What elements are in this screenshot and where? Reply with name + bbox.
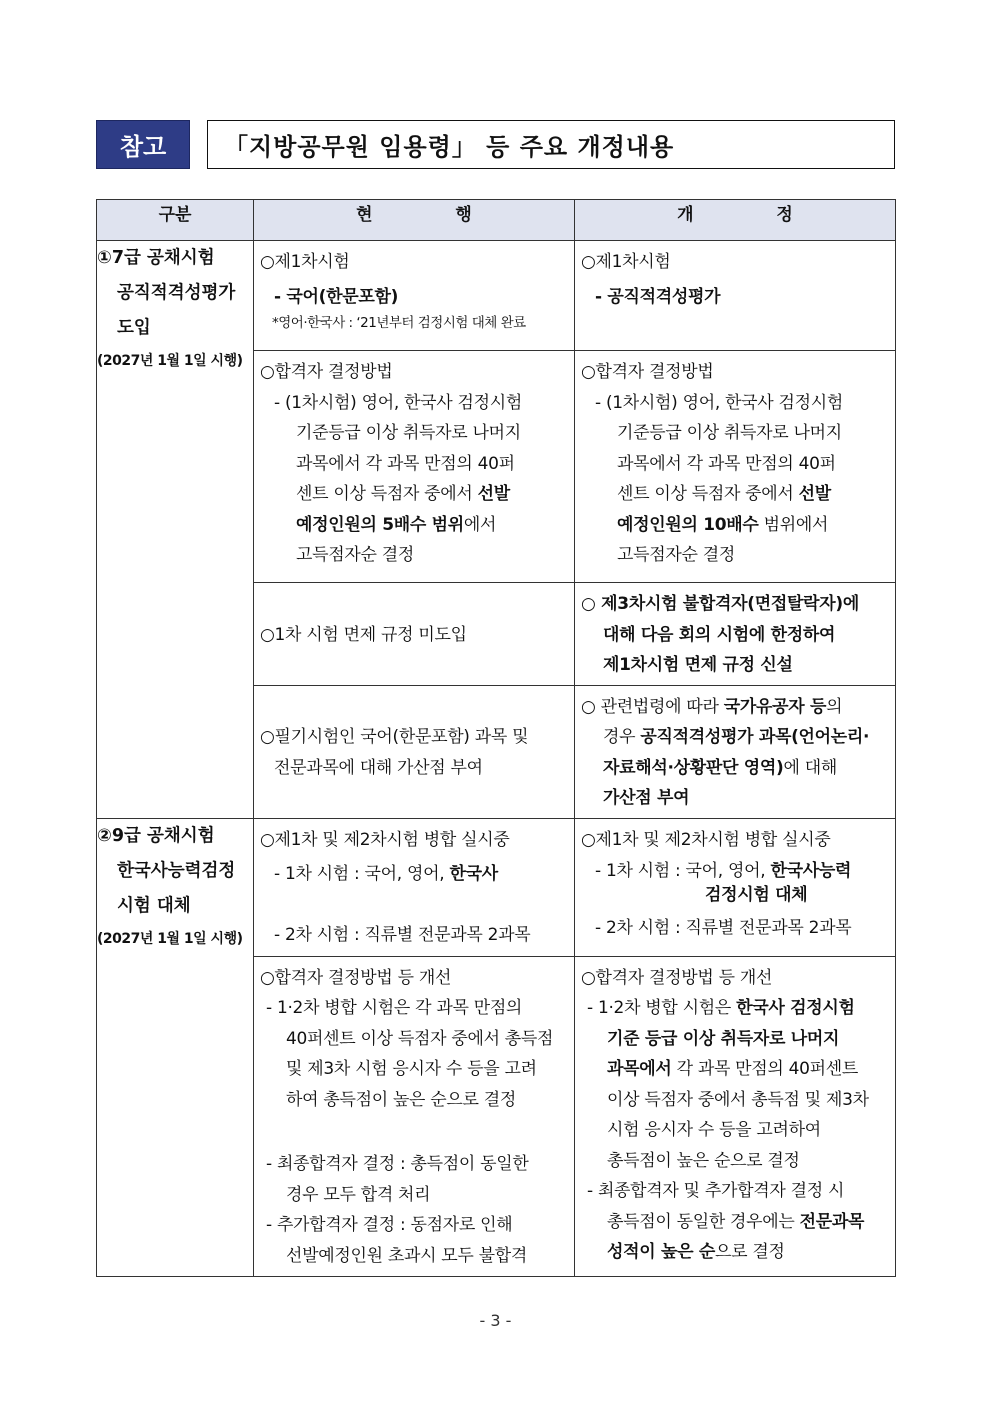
category-title: 도입 [117, 318, 151, 338]
list-item: 기준등급 이상 취득자로 나머지 [296, 423, 521, 443]
list-item: 총득점이 높은 순으로 결정 [607, 1150, 800, 1171]
list-item: 선발예정인원 초과시 모두 불합격 [286, 1245, 528, 1266]
bullet-heading: ○합격자 결정방법 [581, 362, 714, 382]
bullet-heading: ○제1차 및 제2차시험 병합 실시중 [581, 829, 831, 850]
list-item: 성적이 높은 순으로 결정 [607, 1242, 785, 1262]
current-cell [254, 583, 575, 686]
bullet-heading: ○제1차시험 [581, 252, 671, 272]
bullet-heading: ○ 제3차시험 불합격자(면접탈락자)에 [581, 594, 859, 614]
category-title: 한국사능력검정 [117, 860, 236, 881]
list-item: 고득점자순 결정 [617, 545, 735, 565]
page-title: 「지방공무원 임용령」 등 주요 개정내용 [207, 120, 895, 169]
reference-badge: 참고 [96, 120, 190, 169]
list-item: 대해 다음 회의 시험에 한정하여 [603, 624, 836, 645]
current-cell [254, 956, 575, 1276]
list-item: 이상 득점자 중에서 총득점 및 제3차 [607, 1089, 869, 1110]
category-title: 시험 대체 [117, 895, 191, 916]
list-item: - 1차 시험 : 국어, 영어, 한국사능력 [595, 861, 852, 881]
revised-cell [575, 956, 896, 1276]
list-item: 고득점자순 결정 [296, 545, 414, 565]
header-category: 구분 [97, 200, 254, 241]
list-item: 과목에서 각 과목 만점의 40퍼 [617, 453, 836, 474]
list-item: - 추가합격자 결정 : 동점자로 인해 [266, 1215, 513, 1235]
category-title: ②9급 공채시험 [97, 825, 215, 846]
list-item: 예정인원의 10배수 범위에서 [617, 514, 829, 535]
list-item: 센트 이상 득점자 중에서 선발 [617, 484, 831, 504]
table-row [97, 241, 896, 351]
bullet-heading: ○1차 시험 면제 규정 미도입 [260, 624, 467, 645]
list-item: - 최종합격자 및 추가합격자 결정 시 [587, 1181, 845, 1201]
list-item: - 최종합격자 결정 : 총득점이 동일한 [266, 1154, 529, 1174]
revised-cell [575, 351, 896, 583]
bullet-heading: ○합격자 결정방법 등 개선 [581, 967, 773, 988]
list-item: - (1차시험) 영어, 한국사 검정시험 [595, 392, 843, 413]
list-item: - (1차시험) 영어, 한국사 검정시험 [274, 392, 522, 413]
current-cell [254, 685, 575, 818]
list-item: - 공직적격성평가 [595, 286, 721, 307]
header-current: 현 행 [254, 200, 575, 241]
list-item: 검정시험 대체 [705, 885, 808, 905]
list-item: 제1차시험 면제 규정 신설 [603, 655, 793, 675]
list-item: - 1·2차 병합 시험은 각 과목 만점의 [266, 998, 523, 1018]
effective-date: (2027년 1월 1일 시행) [97, 353, 243, 369]
list-item: 예정인원의 5배수 범위에서 [296, 514, 497, 535]
bullet-heading: ○제1차 및 제2차시험 병합 실시중 [260, 829, 510, 850]
title-bar [96, 120, 895, 169]
list-item: 센트 이상 득점자 중에서 선발 [296, 484, 510, 504]
list-item: - 2차 시험 : 직류별 전문과목 2과목 [595, 918, 852, 938]
revised-cell [575, 583, 896, 686]
bullet-heading: ○ 관련법령에 따라 국가유공자 등의 [581, 696, 843, 717]
bullet-heading: ○합격자 결정방법 등 개선 [260, 967, 452, 988]
list-item: 기준등급 이상 취득자로 나머지 [617, 423, 842, 443]
footnote: *영어·한국사 : ‘21년부터 검정시험 대체 완료 [272, 315, 526, 331]
header-revised: 개 정 [575, 200, 896, 241]
list-item: 시험 응시자 수 등을 고려하여 [607, 1120, 821, 1140]
revised-cell [575, 818, 896, 956]
amendment-table [96, 199, 896, 1277]
list-item: - 1·2차 병합 시험은 한국사 검정시험 [587, 998, 855, 1018]
current-cell [254, 351, 575, 583]
category-title: ①7급 공채시험 [97, 248, 215, 268]
list-item: - 1차 시험 : 국어, 영어, 한국사 [274, 864, 498, 884]
list-item: 및 제3차 시험 응시자 수 등을 고려 [286, 1059, 537, 1079]
revised-cell [575, 241, 896, 351]
list-item: - 2차 시험 : 직류별 전문과목 2과목 [274, 924, 531, 945]
bullet-heading: ○필기시험인 국어(한문포함) 과목 및 [260, 727, 529, 747]
category-title: 공직적격성평가 [117, 283, 236, 303]
revised-cell [575, 685, 896, 818]
list-item: 과목에서 각 과목 만점의 40퍼센트 [607, 1059, 859, 1079]
list-item: 총득점이 동일한 경우에는 전문과목 [607, 1211, 865, 1232]
current-cell [254, 241, 575, 351]
table-row [97, 818, 896, 956]
section2-category [97, 818, 254, 1276]
list-item: 전문과목에 대해 가산점 부여 [274, 757, 483, 778]
list-item: 40퍼센트 이상 득점자 중에서 총득점 [286, 1028, 554, 1049]
current-cell [254, 818, 575, 956]
list-item: 과목에서 각 과목 만점의 40퍼 [296, 453, 515, 474]
list-item: 가산점 부여 [603, 788, 690, 808]
list-item: 자료해석·상황판단 영역)에 대해 [603, 757, 837, 778]
bullet-heading: ○제1차시험 [260, 252, 350, 272]
bullet-heading: ○합격자 결정방법 [260, 362, 393, 382]
page-number: - 3 - [479, 1311, 512, 1330]
list-item: 기준 등급 이상 취득자로 나머지 [607, 1028, 840, 1049]
list-item: 경우 공직적격성평가 과목(언어논리· [603, 727, 870, 747]
list-item: 하여 총득점이 높은 순으로 결정 [286, 1089, 517, 1110]
table-header-row [97, 200, 896, 241]
list-item: - 국어(한문포함) [274, 286, 399, 307]
section1-category [97, 241, 254, 819]
effective-date: (2027년 1월 1일 시행) [97, 930, 243, 947]
list-item: 경우 모두 합격 처리 [286, 1184, 431, 1205]
